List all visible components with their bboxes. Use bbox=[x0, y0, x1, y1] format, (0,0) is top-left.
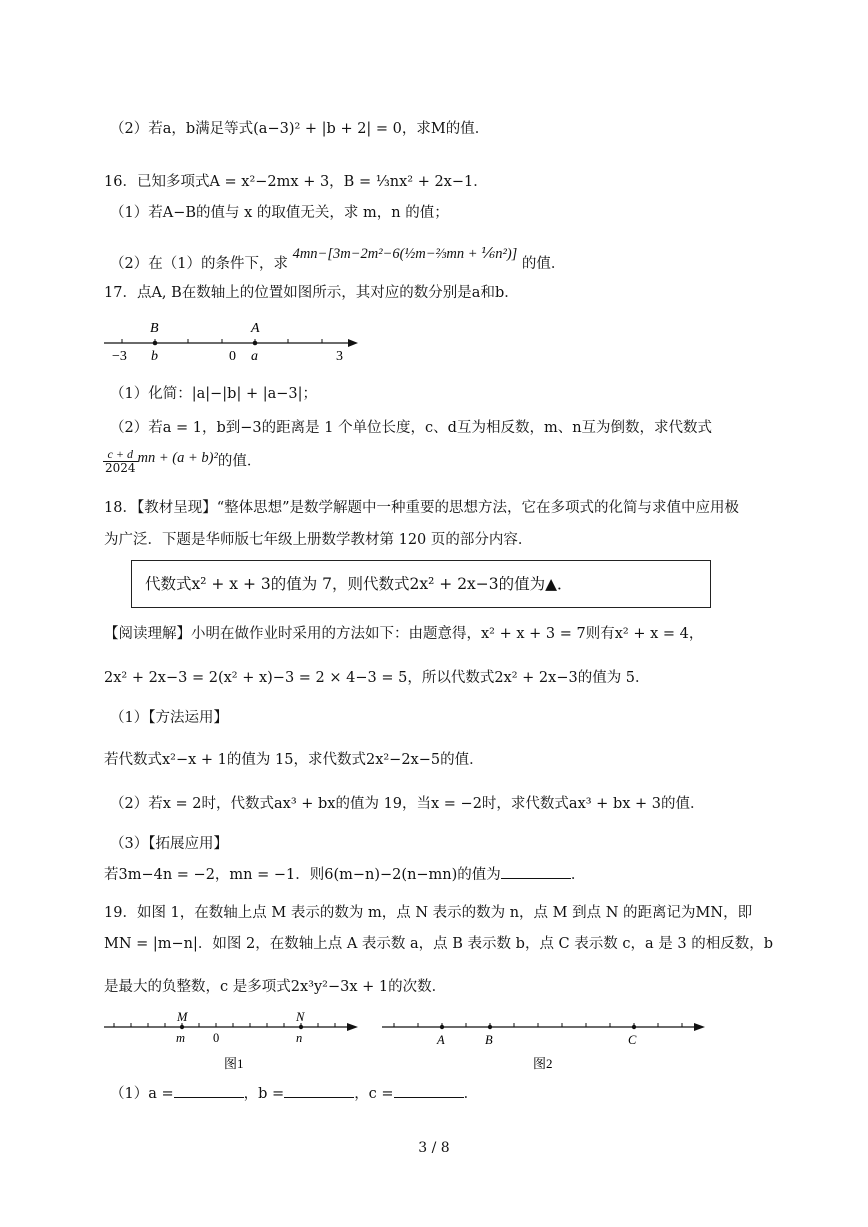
q19-b-label: ，b = bbox=[243, 1086, 285, 1102]
figure-2-number-line bbox=[378, 1008, 713, 1074]
page-number: 3 / 8 bbox=[418, 1140, 450, 1156]
q19-c-label: ，c = bbox=[354, 1086, 394, 1102]
point-M bbox=[180, 1025, 184, 1029]
q19-a-label: （1）a = bbox=[110, 1086, 174, 1102]
q17-number-line bbox=[100, 316, 370, 366]
q19-stem-3: 是最大的负整数，c 是多项式2x³y²−3x + 1的次数． bbox=[104, 979, 447, 995]
label-b: b bbox=[151, 349, 158, 364]
q18-part2: （2）若x = 2时，代数式ax³ + bx的值为 19，当x = −2时，求代数式ax³ + bx + 3的值． bbox=[110, 796, 705, 812]
q16-part1: （1）若A−B的值与 x 的取值无关，求 m，n 的值； bbox=[110, 205, 449, 221]
label-A: A bbox=[437, 1033, 445, 1047]
q18-part1: 若代数式x²−x + 1的值为 15，求代数式2x²−2x−5的值． bbox=[104, 752, 484, 768]
q18-part3-end: ． bbox=[570, 867, 586, 883]
label-C: C bbox=[628, 1033, 637, 1047]
fraction-numerator: c + d bbox=[103, 448, 138, 462]
q17-axis-arrow bbox=[348, 339, 358, 347]
q19-part1-end: ． bbox=[463, 1086, 479, 1102]
q16-expression: 4mn−[3m−2m²−6(½m−⅔mn + ⅙n²)] bbox=[292, 246, 518, 262]
q18-part3-text: 若3m−4n = −2，mn = −1．则6(m−n)−2(n−mn)的值为 bbox=[104, 867, 501, 883]
point-C bbox=[632, 1025, 636, 1029]
q15-part2: （2）若a，b满足等式(a−3)² + |b + 2| = 0，求M的值． bbox=[110, 121, 490, 137]
q17-part1: （1）化简：|a|−|b| + |a−3|； bbox=[110, 386, 317, 402]
point-N bbox=[299, 1025, 303, 1029]
q17-part2: （2）若a = 1，b到−3的距离是 1 个单位长度，c、d互为相反数，m、n互为倒数，求代数式 bbox=[110, 420, 713, 436]
label-a: a bbox=[251, 349, 258, 364]
q19-stem-2: MN = |m−n|．如图 2，在数轴上点 A 表示数 a，点 B 表示数 b，点 C 表示数 c，a 是 3 的相反数，b bbox=[104, 936, 773, 952]
q18-stem-2: 为广泛．下题是华师版七年级上册数学教材第 120 页的部分内容． bbox=[104, 532, 533, 548]
q18-part1-heading: （1）【方法运用】 bbox=[110, 710, 228, 726]
answer-blank[interactable] bbox=[501, 864, 571, 879]
q19-stem-1: 19．如图 1，在数轴上点 M 表示的数为 m，点 N 表示的数为 n，点 M 到点 N 的距离记为MN，即 bbox=[104, 905, 753, 921]
q17-expr-rest: mn + (a + b)² bbox=[137, 449, 218, 466]
answer-blank-c[interactable] bbox=[394, 1083, 464, 1098]
q19-part1 bbox=[110, 1083, 478, 1104]
q16-part2-end: 的值． bbox=[521, 256, 566, 272]
fig1-axis-arrow bbox=[347, 1023, 358, 1031]
textbook-box-text: 代数式x² + x + 3的值为 7，则代数式2x² + 2x−3的值为▲． bbox=[145, 575, 573, 593]
point-B bbox=[488, 1025, 492, 1029]
point-a bbox=[253, 341, 258, 346]
label-m: m bbox=[176, 1031, 186, 1045]
answer-blank-b[interactable] bbox=[284, 1083, 354, 1098]
label-B: B bbox=[150, 321, 159, 336]
q17-expression-line bbox=[103, 448, 261, 486]
answer-blank-a[interactable] bbox=[174, 1083, 244, 1098]
label-B: B bbox=[485, 1033, 493, 1047]
q17-stem: 17．点A, B在数轴上的位置如图所示，其对应的数分别是a和b． bbox=[104, 285, 519, 301]
q16-stem: 16．已知多项式A = x²−2mx + 3，B = ⅓nx² + 2x−1． bbox=[104, 174, 488, 190]
q18-part3-heading: （3）【拓展应用】 bbox=[110, 836, 228, 852]
textbook-box bbox=[131, 560, 711, 608]
q16-part2-text: （2）在（1）的条件下，求 bbox=[110, 256, 288, 272]
point-A bbox=[440, 1025, 444, 1029]
label-N: N bbox=[296, 1010, 305, 1024]
label-minus3: −3 bbox=[112, 349, 127, 364]
q18-reading-1: 【阅读理解】小明在做作业时采用的方法如下：由题意得，x² + x + 3 = 7则有x² + x = 4， bbox=[104, 626, 704, 642]
q18-stem-1: 18．【教材呈现】“整体思想”是数学解题中一种重要的思想方法，它在多项式的化简与求值中应用极 bbox=[104, 500, 740, 516]
fig2-axis-arrow bbox=[694, 1023, 705, 1031]
q18-reading-2: 2x² + 2x−3 = 2(x² + x)−3 = 2 × 4−3 = 5，所以代数式2x² + 2x−3的值为 5． bbox=[104, 670, 650, 686]
figure-2-caption: 图2 bbox=[533, 1056, 553, 1071]
label-n: n bbox=[296, 1031, 303, 1045]
label-zero: 0 bbox=[213, 1031, 220, 1045]
fraction bbox=[103, 448, 138, 475]
fraction-denominator: 2024 bbox=[105, 461, 136, 475]
label-zero: 0 bbox=[229, 349, 236, 364]
q16-part2 bbox=[110, 246, 566, 274]
point-b bbox=[153, 341, 158, 346]
figure-1-caption: 图1 bbox=[224, 1056, 244, 1071]
label-M: M bbox=[177, 1010, 188, 1024]
q18-part3 bbox=[104, 864, 585, 885]
q17-expr-end: 的值． bbox=[217, 453, 262, 470]
figure-1-number-line bbox=[100, 1008, 365, 1074]
label-three: 3 bbox=[336, 349, 343, 364]
label-A: A bbox=[251, 321, 260, 336]
